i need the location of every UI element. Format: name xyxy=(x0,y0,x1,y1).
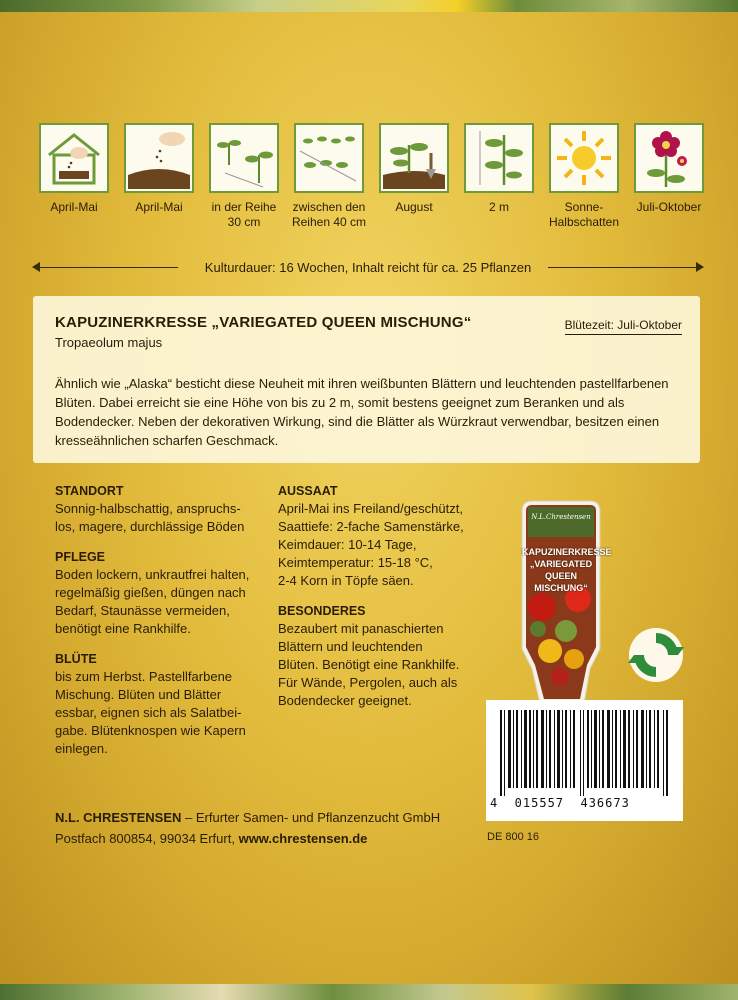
section-text: bis zum Herbst. Pastellfarbene Mischung. Blüten und Blätter essbar, eignen sich als Salatbei- gabe. Blütenknospen wie Kapern einlegen. xyxy=(55,669,246,756)
barcode-bars xyxy=(500,710,670,796)
section-aussaat xyxy=(278,483,493,590)
section-heading: STANDORT xyxy=(55,484,124,498)
icon-label: in der Reihe 30 cm xyxy=(211,200,277,229)
company-footer xyxy=(55,807,440,849)
icon-label: August xyxy=(395,200,433,214)
section-text: April-Mai ins Freiland/geschützt, Saattiefe: 2-fache Samenstärke, Keimdauer: 10-14 Tage, Keimtemperatur: 15-18 °C, 2-4 Korn in Töpfe säen. xyxy=(278,501,464,588)
section-bluete xyxy=(55,651,270,758)
section-besonderes xyxy=(278,603,493,710)
plant-label-tag xyxy=(520,499,612,704)
section-text: Boden lockern, unkrautfrei halten, regelmäßig gießen, düngen nach Bedarf, Staunässe vermeiden, benötigt eine Rankhilfe. xyxy=(55,567,250,636)
company-description: – Erfurter Samen- und Pflanzenzucht GmbH xyxy=(181,810,441,825)
company-name: N.L. CHRESTENSEN xyxy=(55,810,182,825)
icon-label: April-Mai xyxy=(135,200,183,214)
sowing-indoor-icon xyxy=(41,125,107,191)
sun-icon xyxy=(551,125,617,191)
postal-address: Postfach 800854, 99034 Erfurt, xyxy=(55,831,239,846)
sowing-outdoor-icon xyxy=(126,125,192,191)
plant-height-icon xyxy=(466,125,532,191)
tag-brand-logo: N.L.Chrestensen xyxy=(531,513,591,521)
arrow-right-icon xyxy=(696,262,704,272)
section-text: Sonnig-halbschattig, anspruchs- los, magere, durchlässige Böden xyxy=(55,501,245,534)
flower-icon xyxy=(636,125,702,191)
left-column xyxy=(55,483,270,771)
address-line xyxy=(55,828,440,849)
planting-icon xyxy=(381,125,447,191)
culture-duration-text: Kulturdauer: 16 Wochen, Inhalt reicht für ca. 25 Pflanzen xyxy=(204,260,532,275)
tag-product-name: KAPUZINERKRESSE „VARIEGATED QUEEN MISCHUNG“ xyxy=(522,547,612,593)
leaf-strip-bottom xyxy=(0,984,738,1000)
icon-label: Sonne- Halbschatten xyxy=(548,200,620,229)
section-text: Bezaubert mit panaschierten Blättern und leuchtenden Blüten. Benötigt eine Rankhilfe. Für Wände, Pergolen, auch als Bodendecker geeignet. xyxy=(278,621,460,708)
leaf-strip-top xyxy=(0,0,738,12)
icon-label: 2 m xyxy=(488,200,509,214)
product-description: Ähnlich wie „Alaska“ besticht diese Neuheit mit ihren weißbunten Blättern und leuchtenden pastellfarbenen Blüten. Dabei erreicht sie eine Höhe von bis zu 2 m, somit bestens geeignet zum Beranken und als Bodendecker. Neben der dekorativen Wirkung, sind die Blätter als Würzkraut verwendbar, besitzen einen kresseähnlichen scharfen Geschmack. xyxy=(55,376,669,448)
section-heading: PFLEGE xyxy=(55,550,106,564)
botanical-name: Tropaeolum majus xyxy=(55,335,163,350)
section-heading: AUSSAAT xyxy=(278,484,338,498)
plant-tag-image xyxy=(520,499,612,704)
barcode xyxy=(486,700,683,821)
barcode-number: 4 015557 436673 xyxy=(490,796,630,810)
culture-duration xyxy=(32,258,704,278)
icon-label: Juli-Oktober xyxy=(636,200,702,214)
middle-column xyxy=(278,483,493,723)
icon-label: April-Mai xyxy=(50,200,98,214)
bloom-time: Blütezeit: Juli-Oktober xyxy=(565,318,682,335)
organic-control-code: DE 800 16 xyxy=(487,831,539,843)
product-info-panel xyxy=(33,296,700,463)
website-link[interactable]: www.chrestensen.de xyxy=(238,831,368,846)
between-rows-icon xyxy=(296,125,362,191)
section-standort xyxy=(55,483,270,536)
cultivation-icons xyxy=(33,123,705,233)
section-heading: BESONDERES xyxy=(278,604,366,618)
row-spacing-icon xyxy=(211,125,277,191)
company-line xyxy=(55,807,440,828)
recycle-green-dot-icon xyxy=(628,627,684,683)
arrow-line xyxy=(548,267,698,268)
section-pflege xyxy=(55,549,270,638)
product-title: KAPUZINERKRESSE „VARIEGATED QUEEN MISCHUNG“ xyxy=(55,314,472,331)
section-heading: BLÜTE xyxy=(55,652,97,666)
icon-label: zwischen den Reihen 40 cm xyxy=(291,200,367,229)
